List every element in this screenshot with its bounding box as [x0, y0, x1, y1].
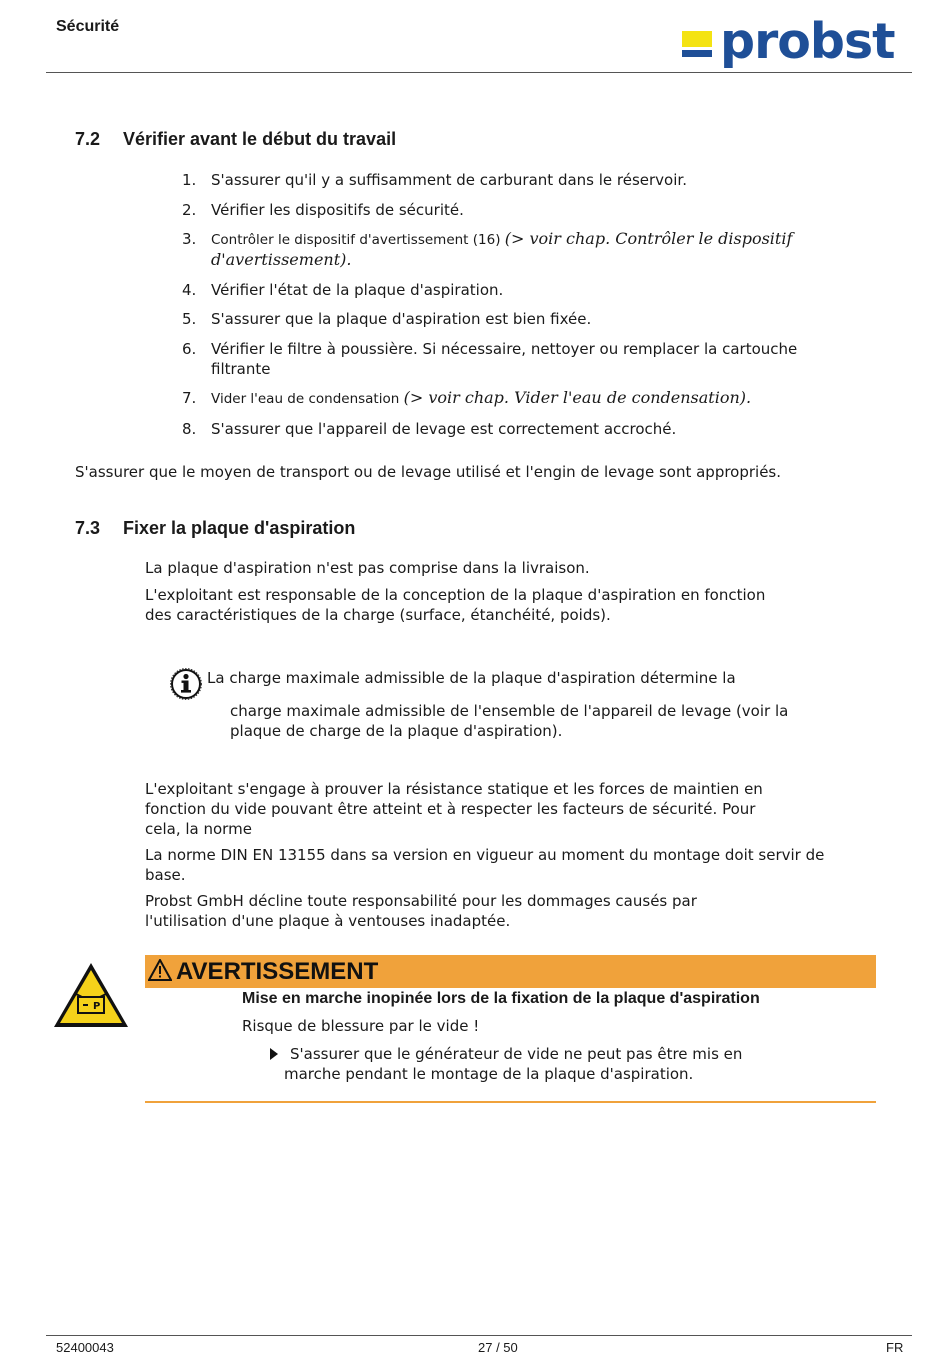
section-title: Fixer la plaque d'aspiration: [123, 518, 356, 538]
header-rule: [46, 72, 912, 73]
section-heading-7-3: [75, 518, 355, 539]
list-item: 1. S'assurer qu'il y a suffisamment de carburant dans le réservoir.: [182, 171, 687, 189]
info-text-line1: La charge maximale admissible de la plaque d'aspiration détermine la: [207, 669, 736, 687]
list-item: 2. Vérifier les dispositifs de sécurité.: [182, 200, 464, 219]
list-item: 4. Vérifier l'état de la plaque d'aspiration.: [182, 280, 504, 299]
warning-bottom-rule: [145, 1101, 876, 1103]
paragraph: La norme DIN EN 13155 dans sa version en vigueur au moment du montage doit servir de base.: [145, 846, 825, 884]
section-title: Vérifier avant le début du travail: [123, 129, 397, 149]
header-section-title: Sécurité: [56, 18, 120, 35]
warning-risk: Risque de blessure par le vide !: [242, 1017, 480, 1035]
warning-triangle-icon: [148, 959, 172, 981]
footer-doc-number: 52400043: [56, 1340, 114, 1355]
paragraph: L'exploitant est responsable de la conception de la plaque d'aspiration en fonction des caractéristiques de la charge (surface, étanchéité, poids).: [145, 586, 766, 624]
warning-label: AVERTISSEMENT: [176, 958, 379, 985]
footer-rule: [46, 1335, 912, 1336]
bullet-arrow-icon: [270, 1048, 278, 1060]
footer-language: FR: [886, 1340, 904, 1355]
logo-blue-block: [682, 50, 712, 57]
warning-action: S'assurer que le générateur de vide ne peut pas être mis en marche pendant le montage de la plaque d'aspiration.: [284, 1045, 743, 1083]
checklist: [182, 170, 842, 448]
vacuum-hazard-warning-sign: [52, 961, 130, 1029]
transport-note: S'assurer que le moyen de transport ou de levage utilisé et l'engin de levage sont appropriés.: [75, 463, 782, 481]
list-item: 7. Vider l'eau de condensation (> voir chap. Vider l'eau de condensation).: [182, 388, 752, 407]
list-item: 3. Contrôler le dispositif d'avertissement (16) (> voir chap. Contrôler le dispositif d'avertissement).: [182, 229, 793, 269]
paragraph: L'exploitant s'engage à prouver la résistance statique et les forces de maintien en fonction du vide pouvant être atteint et à respecter les facteurs de sécurité. Pour cela, la norme: [145, 780, 763, 838]
logo-yellow-block: [682, 31, 712, 47]
info-text-line2: charge maximale admissible de l'ensemble de l'appareil de levage (voir la plaque de charge de la plaque d'aspiration).: [230, 702, 789, 740]
list-item: 8. S'assurer que l'appareil de levage est correctement accroché.: [182, 419, 677, 438]
section-number: 7.3: [75, 518, 101, 538]
section-number: 7.2: [75, 129, 101, 149]
svg-text:P: P: [93, 1001, 101, 1012]
cross-reference-link[interactable]: (> voir chap. Vider l'eau de condensation).: [403, 388, 752, 407]
probst-logo: probst: [720, 13, 895, 70]
warning-title: Mise en marche inopinée lors de la fixation de la plaque d'aspiration: [242, 990, 760, 1007]
list-item: 5. S'assurer que la plaque d'aspiration est bien fixée.: [182, 310, 592, 328]
cross-reference-link[interactable]: (> voir chap. Contrôler le dispositif d'avertissement).: [211, 229, 793, 269]
section-heading-7-2: [75, 129, 396, 150]
list-item: 6. Vérifier le filtre à poussière. Si nécessaire, nettoyer ou remplacer la cartouche filtrante: [182, 339, 798, 378]
paragraph: La plaque d'aspiration n'est pas comprise dans la livraison.: [145, 559, 590, 577]
info-icon: [170, 668, 202, 700]
footer-page-number: 27 / 50: [478, 1340, 518, 1355]
paragraph: Probst GmbH décline toute responsabilité pour les dommages causés par l'utilisation d'une plaque à ventouses inadaptée.: [145, 892, 697, 930]
